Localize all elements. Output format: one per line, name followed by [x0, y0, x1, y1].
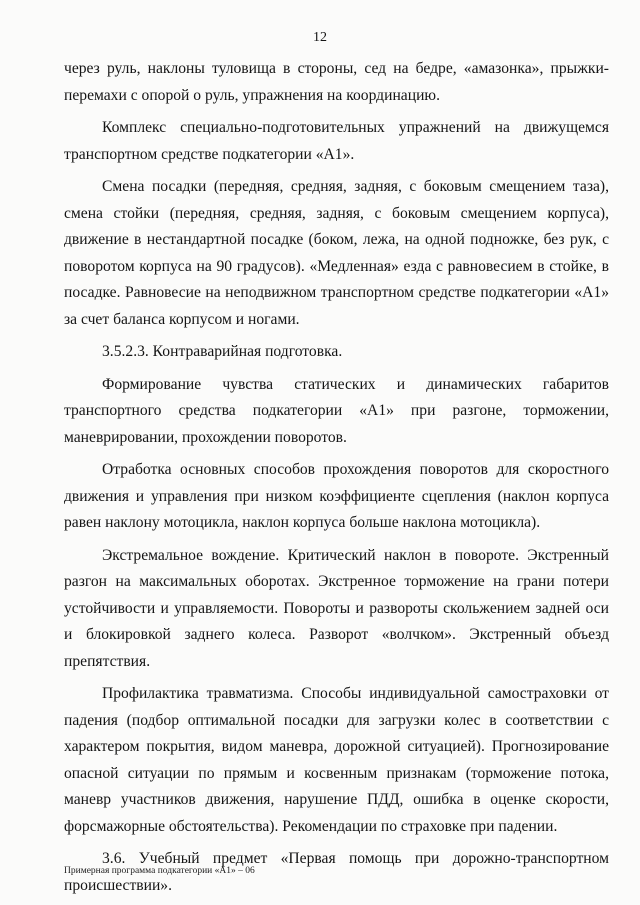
- paragraph-dimensions-sense: Формирование чувства статических и динамических габаритов транспортного средства подкатегории «A1» при разгоне, торможении, маневрировании, прохождении поворотов.: [64, 375, 609, 446]
- paragraph-seating-change: Смена посадки (передняя, средняя, задняя, с боковым смещением таза), смена стойки (передняя, средняя, задняя, с боковым смещением корпуса), движение в нестандартной посадке (боком, лежа, на одной подножке, без рук, с поворотом корпуса на 90 градусов). «Медленная» езда с равновесием в стойке, в посадке. Равновесие на неподвижном транспортном средстве подкатегории «A1» за счет баланса корпусом и ногами.: [64, 178, 609, 328]
- page-number: 12: [313, 30, 327, 45]
- paragraph-injury-prevention: Профилактика травматизма. Способы индивидуальной самостраховки от падения (подбор оптимальной посадки для загрузки колес в соответствии с характером покрытия, видом маневра, дорожной ситуацией). Прогнозирование опасной ситуации по прямым и косвенным признакам (торможение потока, маневр участников движения, нарушение ПДД, ошибка в оценке скорости, форсмажорные обстоятельства). Рекомендации по страховке при падении.: [64, 685, 609, 835]
- page-footer: Примерная программа подкатегории «A1» – 06: [64, 866, 255, 876]
- section-heading-3-6: 3.6. Учебный предмет «Первая помощь при дорожно-транспортном происшествии».: [64, 850, 609, 894]
- document-body: [64, 56, 609, 905]
- section-heading-3-5-2-3: 3.5.2.3. Контраварийная подготовка.: [102, 343, 343, 360]
- paragraph-continuation: через руль, наклоны туловища в стороны, сед на бедре, «амазонка», прыжки-перемахи с опорой о руль, упражнения на координацию.: [64, 60, 609, 104]
- paragraph-complex-exercises: Комплекс специально-подготовительных упражнений на движущемся транспортном средстве подкатегории «A1».: [64, 119, 609, 163]
- paragraph-turning-methods: Отработка основных способов прохождения поворотов для скоростного движения и управления при низком коэффициенте сцепления (наклон корпуса равен наклону мотоцикла, наклон корпуса больше наклона мотоцикла).: [64, 461, 609, 531]
- paragraph-extreme-driving: Экстремальное вождение. Критический наклон в повороте. Экстренный разгон на максимальных оборотах. Экстренное торможение на грани потери устойчивости и управляемости. Повороты и развороты скольжением задней оси и блокировкой заднего колеса. Разворот «волчком». Экстренный объезд препятствия.: [64, 546, 609, 670]
